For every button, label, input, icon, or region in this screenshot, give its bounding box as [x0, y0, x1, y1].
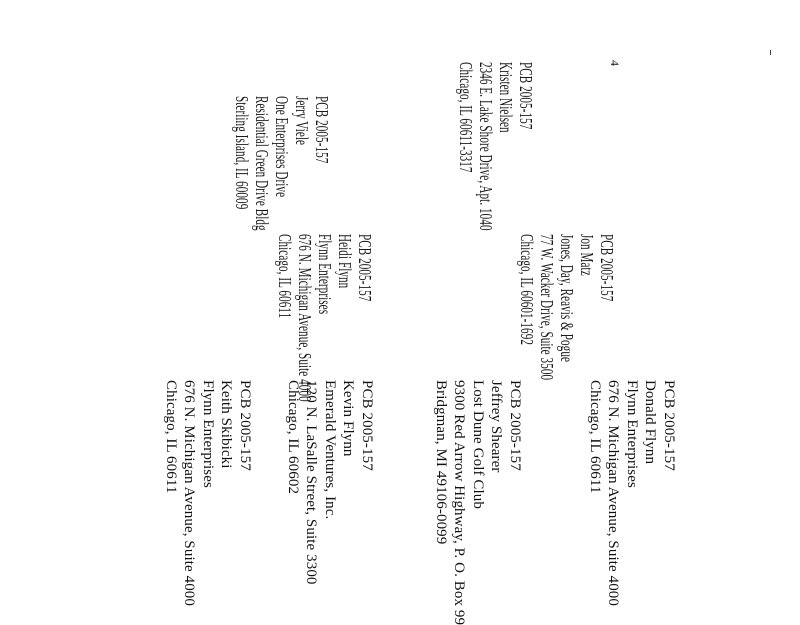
address-block-4 [162, 380, 255, 606]
address-block-2 [432, 380, 525, 625]
address-line: 120 N. LaSalle Street, Suite 3300 [303, 380, 320, 585]
address-line: Lost Dune Golf Club [470, 380, 486, 509]
address-line: PCB 2005-157 [661, 380, 677, 471]
address-line: Residential Green Drive Bldg [252, 96, 272, 231]
address-line: Flynn Enterprises [200, 380, 216, 488]
address-block-7 [456, 62, 536, 334]
address-line: One Enterprises Drive [272, 96, 292, 198]
address-line: Keith Skibicki [218, 380, 235, 469]
address-line: Chicago, IL 60602 [285, 380, 301, 495]
address-line: Donald Flynn [642, 380, 659, 465]
address-line: PCB 2005-157 [516, 62, 536, 130]
address-line: Jones, Day, Reavis & Pogue [557, 234, 577, 362]
address-line: Kevin Flynn [340, 380, 357, 457]
address-line: Jeffrey Shearer [488, 380, 505, 473]
address-line: PCB 2005-157 [355, 234, 375, 302]
address-line: 77 W. Wacker Drive, Suite 3500 [537, 234, 557, 381]
address-line: Chicago, IL 60611-3317 [456, 62, 476, 173]
address-line: PCB 2005-157 [597, 234, 617, 302]
address-line: Jon Matz [577, 234, 597, 276]
address-line: 676 N. Michigan Avenue, Suite 4000 [605, 380, 622, 607]
address-line: 2346 E. Lake Shore Drive, Apt. 1040 [476, 62, 496, 231]
address-line: PCB 2005-157 [359, 380, 375, 471]
address-line: PCB 2005-157 [312, 96, 332, 164]
address-line: Heidi Flynn [335, 234, 355, 289]
address-line: Emerald Ventures, Inc. [322, 380, 338, 520]
address-block-8 [232, 96, 332, 313]
address-line: 9300 Red Arrow Highway, P. O. Box 99 [451, 380, 468, 625]
address-line: Chicago, IL 60601-1692 [517, 234, 537, 345]
address-line: Chicago, IL 60611 [275, 234, 295, 319]
address-line: Chicago, IL 60611 [587, 380, 603, 494]
address-line: PCB 2005-157 [237, 380, 253, 471]
address-line: Jerry Viele [292, 96, 312, 146]
address-line: Kristen Nielsen [496, 62, 516, 133]
address-line: Flynn Enterprises [315, 234, 335, 315]
address-line: Bridgman, MI 49106-0099 [433, 380, 449, 545]
edge-mark [770, 50, 771, 55]
address-line: 676 N. Michigan Avenue, Suite 4000 [295, 234, 315, 402]
address-line: Sterling Island, IL 60009 [232, 96, 252, 210]
address-line: Flynn Enterprises [624, 380, 640, 488]
page-number: 4 [608, 60, 622, 66]
address-line: PCB 2005-157 [507, 380, 523, 471]
address-line: 676 N. Michigan Avenue, Suite 4000 [181, 380, 198, 607]
address-line: Chicago, IL 60611 [163, 380, 179, 494]
